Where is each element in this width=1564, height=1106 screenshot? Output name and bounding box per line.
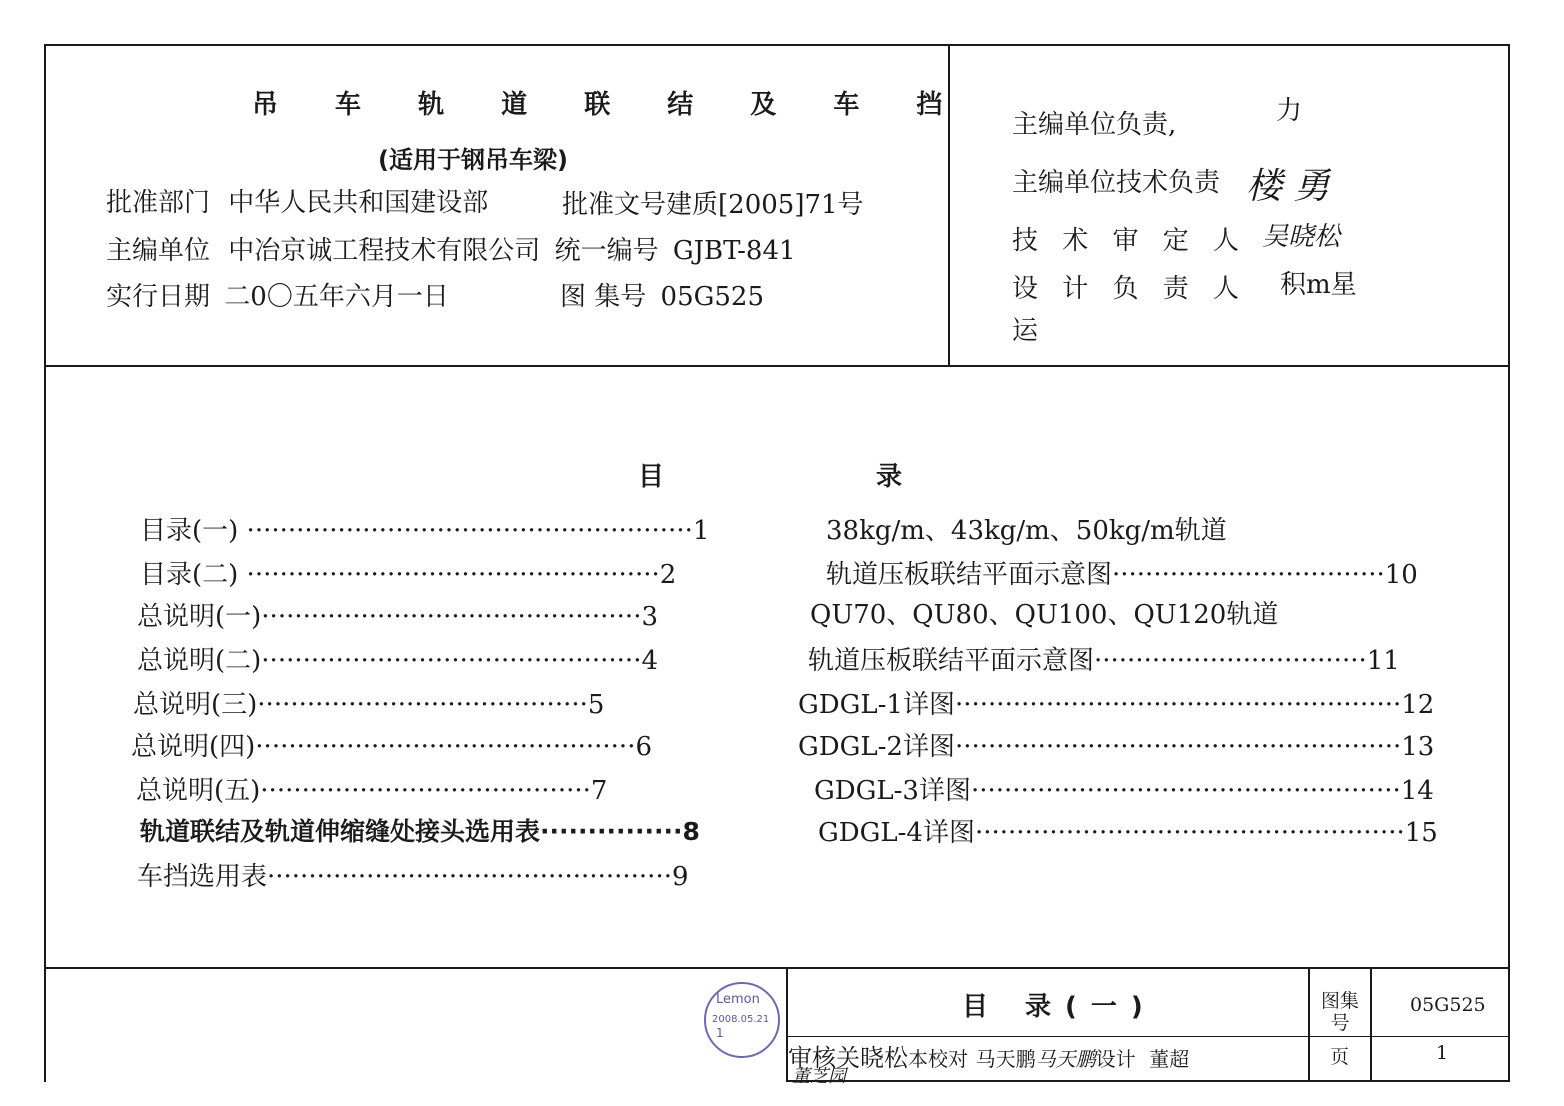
titleblock-v1 — [1308, 967, 1310, 1082]
approval-doc-label: 批准文号 — [562, 190, 667, 220]
toc-left-item[interactable]: 车挡选用表·················································9 — [137, 862, 689, 892]
toc-left-item[interactable]: 总说明(三)········································5 — [133, 690, 605, 720]
responsible-2-label: 主编单位技术负责 — [1012, 168, 1221, 198]
review-row — [788, 1038, 1189, 1073]
date: 二0〇五年六月一日 — [224, 282, 449, 312]
responsible-4-continued: 运 — [1012, 316, 1039, 346]
responsible-1-label: 主编单位负责, — [1012, 110, 1177, 140]
toc-left-item[interactable]: 总说明(五)········································7 — [136, 776, 608, 806]
frame-left — [44, 44, 46, 1082]
toc-heading-right: 录 — [876, 462, 903, 492]
stamp-name: Lemon — [716, 992, 760, 1007]
date-row — [106, 276, 449, 313]
toc-right-item[interactable]: GDGL-4详图····················································15 — [818, 818, 1438, 848]
code: GJBT-841 — [672, 236, 796, 266]
titleblock-mid-line — [786, 1036, 1510, 1037]
date-label: 实行日期 — [106, 282, 211, 312]
check-name: 马天鹏 — [975, 1047, 1036, 1071]
toc-right-item[interactable]: 38kg/m、43kg/m、50kg/m轨道 — [826, 516, 1227, 546]
approval-doc: 建质[2005]71号 — [666, 190, 864, 220]
stamp-num: 1 — [716, 1026, 724, 1040]
stamp-date: 2008.05.21 — [712, 1014, 770, 1025]
document-title: 吊 车 轨 道 联 结 及 车 挡 — [252, 90, 967, 120]
atlas-label: 图 集号 — [560, 282, 647, 312]
toc-left-item[interactable]: 总说明(四)··············································6 — [131, 732, 653, 762]
check-signature: 马天鹏 — [1035, 1047, 1096, 1071]
atlas-number-label: 图集号 — [1320, 990, 1359, 1034]
page-value: 1 — [1436, 1042, 1449, 1064]
approval-doc-row — [562, 184, 864, 221]
design-label: 设计 — [1095, 1047, 1136, 1071]
toc-right-item[interactable]: 轨道压板联结平面示意图·································10 — [826, 560, 1418, 590]
approval-dept: 中华人民共和国建设部 — [228, 188, 489, 218]
code-label: 统一编号 — [554, 236, 659, 266]
toc-right-item[interactable]: GDGL-3详图····················································14 — [814, 776, 1434, 806]
responsible-4-signature: 积m星 — [1280, 270, 1357, 300]
toc-heading-left: 目 — [638, 462, 665, 492]
approval-dept-label: 批准部门 — [106, 188, 211, 218]
editor: 中冶京诚工程技术有限公司 — [228, 236, 541, 266]
toc-left-item[interactable]: 总说明(二)··············································4 — [137, 646, 659, 676]
frame-top — [44, 44, 1510, 46]
header-divider — [44, 365, 1510, 367]
sheet-title: 目 录(一) — [962, 992, 1157, 1022]
toc-left-item[interactable]: 轨道联结及轨道伸缩缝处接头选用表···············8 — [140, 817, 700, 846]
atlas-row — [560, 276, 764, 313]
toc-left-item[interactable]: 目录(二) ··················································2 — [140, 560, 677, 590]
approval-dept-row — [106, 182, 488, 219]
toc-right-item[interactable]: GDGL-1详图······················································12 — [798, 690, 1435, 720]
page-label: 页 — [1330, 1046, 1350, 1068]
toc-left-item[interactable]: 总说明(一)··············································3 — [137, 602, 659, 632]
design-name: 董超 — [1149, 1047, 1190, 1071]
footer-divider — [44, 967, 1510, 969]
check-label: 本校对 — [908, 1047, 968, 1071]
titleblock-v2 — [1370, 967, 1372, 1082]
toc-right-item[interactable]: GDGL-2详图······················································13 — [798, 732, 1435, 762]
responsible-3-label: 技 术 审 定 人 — [1012, 226, 1248, 256]
toc-right-item[interactable]: QU70、QU80、QU100、QU120轨道 — [810, 600, 1279, 630]
titleblock-bottom — [786, 1080, 1510, 1082]
frame-right — [1508, 44, 1510, 1082]
review-label: 审核 — [788, 1044, 836, 1072]
review-name: 关晓松 — [836, 1044, 908, 1072]
responsible-1-signature: 力 — [1276, 96, 1303, 126]
responsible-3-signature: 吴晓松 — [1262, 222, 1341, 252]
responsible-2-signature: 楼 勇 — [1246, 166, 1330, 207]
toc-right-item[interactable]: 轨道压板联结平面示意图·································11 — [808, 646, 1400, 676]
editor-label: 主编单位 — [106, 236, 211, 266]
editor-row — [106, 230, 796, 267]
atlas-number-value: 05G525 — [1410, 994, 1486, 1016]
atlas-no: 05G525 — [660, 282, 765, 312]
review-signature: 董芝园 — [792, 1066, 846, 1087]
toc-left-item[interactable]: 目录(一) ······················································1 — [140, 516, 710, 546]
review-stamp — [704, 982, 780, 1058]
responsible-4-label: 设 计 负 责 人 — [1012, 274, 1248, 304]
document-subtitle: (适用于钢吊车梁) — [378, 146, 568, 174]
